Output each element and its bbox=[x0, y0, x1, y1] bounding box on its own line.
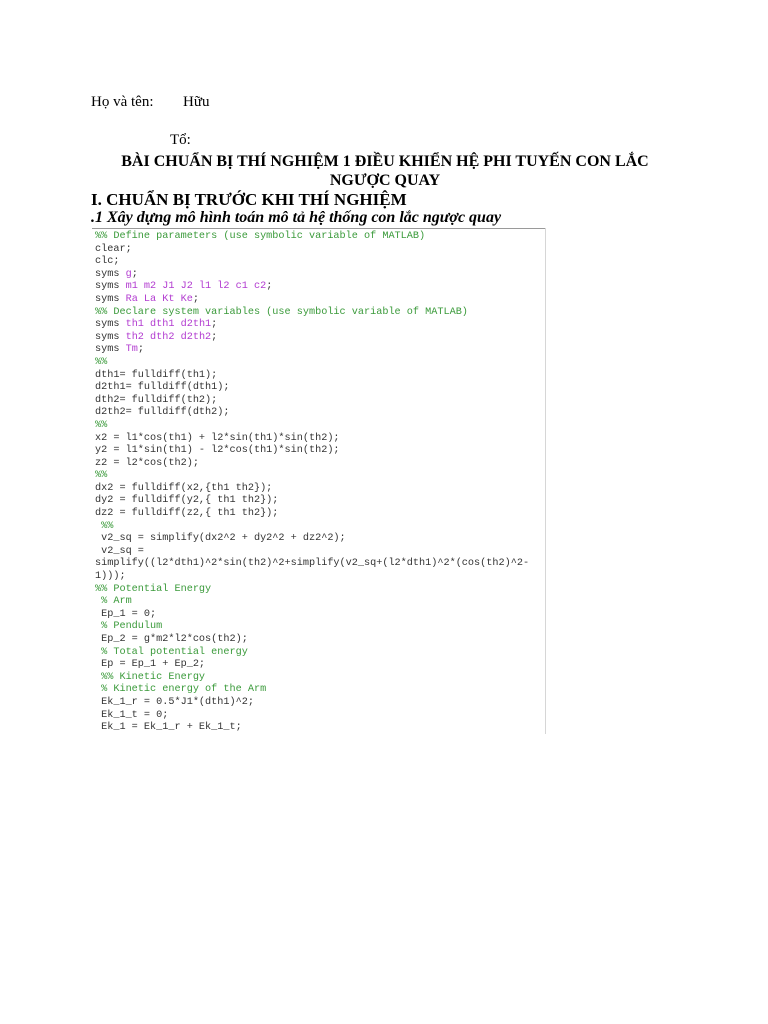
code-text: v2_sq = bbox=[95, 545, 144, 557]
code-line bbox=[95, 307, 551, 320]
code-text: dx2 = fulldiff(x2,{th1 th2}); bbox=[95, 482, 273, 494]
code-text: dth2= fulldiff(th2); bbox=[95, 394, 218, 406]
code-line bbox=[95, 420, 551, 433]
name-label: Họ và tên: bbox=[91, 94, 154, 110]
code-line bbox=[95, 533, 551, 546]
code-line bbox=[95, 697, 551, 710]
code-text: simplify((l2*dth1)^2*sin(th2)^2+simplify(v2_sq+(l2*dth1)^2*(cos(th2)^2- bbox=[95, 558, 530, 570]
code-line bbox=[95, 269, 551, 282]
code-symbol: g bbox=[125, 268, 132, 280]
code-symbol: th2 dth2 d2th2 bbox=[125, 331, 212, 343]
document-title: BÀI CHUẨN BỊ THÍ NGHIỆM 1 ĐIỀU KHIỂN HỆ PHI TUYẾN CON LẮC NGƯỢC QUAY bbox=[121, 153, 649, 189]
code-text: ; bbox=[131, 268, 138, 280]
code-text: Ep_2 = g*m2*l2*cos(th2); bbox=[95, 634, 248, 645]
code-line bbox=[95, 470, 551, 483]
code-text: ; bbox=[211, 319, 218, 331]
code-text: Ek_1_t = 0; bbox=[95, 709, 169, 721]
code-text: syms bbox=[95, 281, 126, 293]
code-line bbox=[95, 344, 551, 357]
code-line bbox=[95, 231, 551, 244]
code-text: Ek_1_r = 0.5*J1*(dth1)^2; bbox=[95, 696, 254, 708]
code-text: dz2 = fulldiff(z2,{ th1 th2}); bbox=[95, 508, 279, 520]
code-text: clear; bbox=[95, 243, 132, 255]
code-text: v2_sq = simplify(dx2^2 + dy2^2 + dz2^2); bbox=[95, 533, 346, 545]
code-line bbox=[95, 256, 551, 269]
code-symbol: Ra La Kt Ke bbox=[125, 293, 193, 305]
code-line bbox=[95, 521, 551, 534]
code-line bbox=[95, 294, 551, 307]
code-line bbox=[95, 483, 551, 496]
code-text: clc; bbox=[95, 256, 120, 268]
code-line bbox=[95, 571, 551, 584]
code-text: syms bbox=[95, 293, 126, 305]
code-comment: %% bbox=[95, 419, 108, 431]
code-text: Ek_1 = Ek_1_r + Ek_1_t; bbox=[95, 722, 242, 734]
code-line bbox=[95, 445, 551, 458]
code-line bbox=[95, 395, 551, 408]
code-line bbox=[95, 332, 551, 345]
code-text: ; bbox=[192, 293, 199, 305]
code-comment: %% Declare system variables (use symbolic variable of MATLAB) bbox=[95, 306, 468, 318]
code-text: z2 = l2*cos(th2); bbox=[95, 457, 199, 469]
code-symbol: th1 dth1 d2th1 bbox=[125, 319, 212, 331]
code-comment: %% Kinetic Energy bbox=[95, 671, 206, 683]
code-line bbox=[95, 621, 551, 634]
code-top-rule bbox=[92, 228, 546, 229]
code-line bbox=[95, 508, 551, 521]
code-line bbox=[95, 558, 551, 571]
code-line bbox=[95, 546, 551, 559]
code-line bbox=[95, 319, 551, 332]
code-line bbox=[95, 647, 551, 660]
code-text: x2 = l1*cos(th1) + l2*sin(th1)*sin(th2); bbox=[95, 432, 340, 444]
code-line bbox=[95, 495, 551, 508]
code-line bbox=[95, 357, 551, 370]
code-line bbox=[95, 584, 551, 597]
code-text: dth1= fulldiff(th1); bbox=[95, 369, 218, 381]
code-text: dy2 = fulldiff(y2,{ th1 th2}); bbox=[95, 495, 279, 507]
code-line bbox=[95, 382, 551, 395]
code-line bbox=[95, 458, 551, 471]
code-comment: % Pendulum bbox=[95, 621, 163, 633]
code-text: syms bbox=[95, 319, 126, 331]
code-text: y2 = l1*sin(th1) - l2*cos(th1)*sin(th2); bbox=[95, 445, 340, 457]
team-label: Tổ: bbox=[170, 132, 191, 148]
code-text: ; bbox=[266, 281, 273, 293]
code-comment: %% Potential Energy bbox=[95, 583, 212, 595]
code-line bbox=[95, 722, 551, 735]
code-line bbox=[95, 710, 551, 723]
code-text: syms bbox=[95, 331, 126, 343]
code-text: d2th2= fulldiff(dth2); bbox=[95, 407, 230, 419]
code-text: Ep = Ep_1 + Ep_2; bbox=[95, 659, 206, 671]
code-comment: %% bbox=[95, 356, 108, 368]
code-line bbox=[95, 659, 551, 672]
name-value: Hữu bbox=[183, 94, 210, 110]
code-line bbox=[95, 634, 551, 647]
code-comment: %% bbox=[95, 520, 114, 532]
code-line bbox=[95, 244, 551, 257]
code-comment: % Arm bbox=[95, 596, 132, 608]
code-text: syms bbox=[95, 268, 126, 280]
code-text: 1))); bbox=[95, 571, 126, 583]
code-comment: %% Define parameters (use symbolic variable of MATLAB) bbox=[95, 231, 426, 242]
code-line bbox=[95, 370, 551, 383]
code-symbol: m1 m2 J1 J2 l1 l2 c1 c2 bbox=[125, 281, 267, 293]
code-line bbox=[95, 407, 551, 420]
section-heading: I. CHUẨN BỊ TRƯỚC KHI THÍ NGHIỆM bbox=[91, 190, 407, 209]
code-line bbox=[95, 433, 551, 446]
code-comment: %% bbox=[95, 470, 108, 482]
code-comment: % Total potential energy bbox=[95, 646, 248, 658]
code-line bbox=[95, 596, 551, 609]
code-text: Ep_1 = 0; bbox=[95, 608, 157, 620]
code-symbol: Tm bbox=[125, 344, 138, 356]
code-line bbox=[95, 281, 551, 294]
code-text: ; bbox=[211, 331, 218, 343]
code-comment: % Kinetic energy of the Arm bbox=[95, 684, 267, 696]
code-text: syms bbox=[95, 344, 126, 356]
code-line bbox=[95, 609, 551, 622]
code-line bbox=[95, 672, 551, 685]
code-listing bbox=[95, 231, 551, 735]
name-line bbox=[91, 94, 209, 111]
code-text: ; bbox=[137, 344, 144, 356]
code-text: d2th1= fulldiff(dth1); bbox=[95, 382, 230, 394]
subsection-heading: .1 Xây dựng mô hình toán mô tả hệ thống con lắc ngược quay bbox=[91, 209, 502, 226]
code-line bbox=[95, 684, 551, 697]
